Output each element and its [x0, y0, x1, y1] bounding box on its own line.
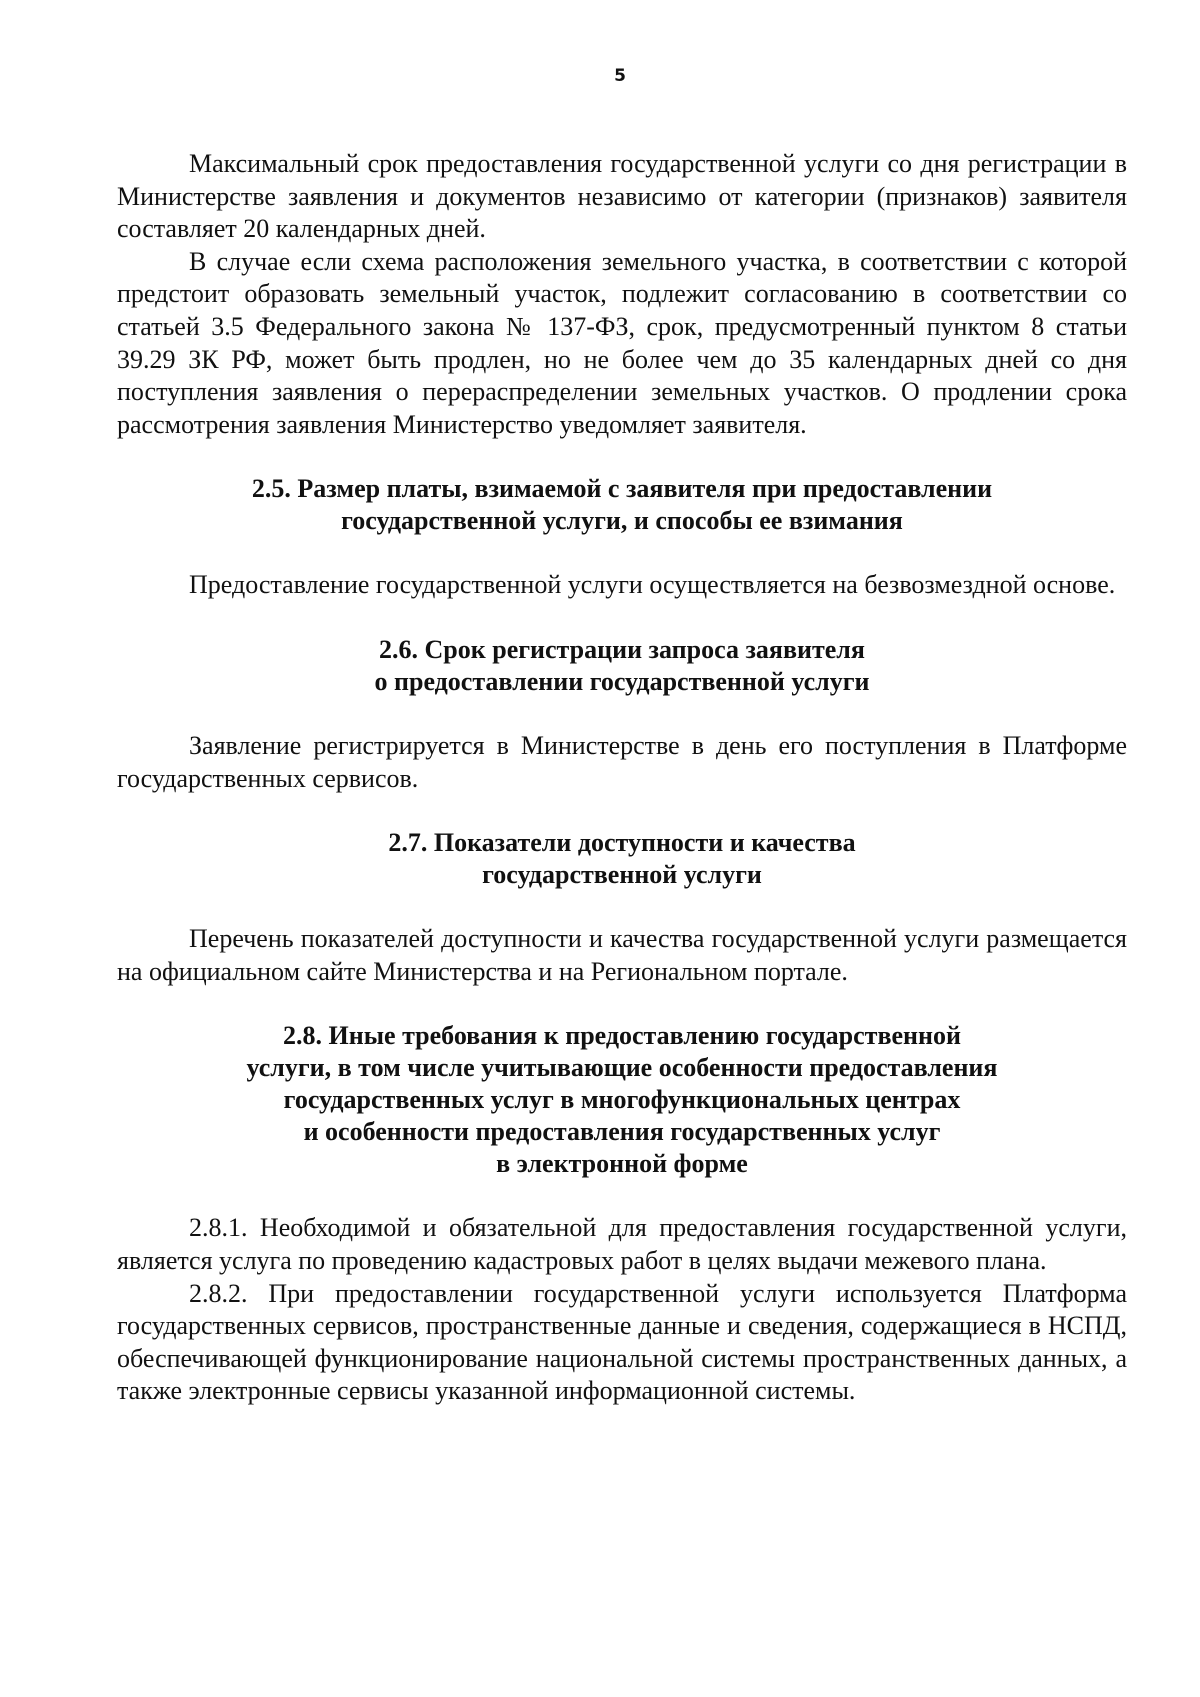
heading-line: государственных услуг в многофункциональных центрах: [283, 1085, 961, 1115]
heading-line: 2.5. Размер платы, взимаемой с заявителя при предоставлении: [251, 474, 993, 504]
heading-line: 2.7. Показатели доступности и качества: [388, 828, 856, 858]
page-number: 5: [614, 66, 626, 86]
section-heading-2-6: [117, 634, 1127, 698]
heading-line: и особенности предоставления государственных услуг: [303, 1117, 941, 1147]
intro-paragraph-max-term: Максимальный срок предоставления государственной услуги со дня регистрации в Министерстве заявления и документов независимо от категории (признаков) заявителя составляет 20 календарных дней.: [117, 149, 1127, 244]
intro-paragraph-extension: В случае если схема расположения земельного участка, в соответствии с которой предстоит образовать земельный участок, подлежит согласованию в соответствии со статьей 3.5 Федерального закона № 137-ФЗ, срок, предусмотренный пунктом 8 статьи 39.29 ЗК РФ, может быть продлен, но не более чем до 35 календарных дней со дня поступления заявления о перераспределении земельных участков. О продлении срока рассмотрения заявления Министерство уведомляет заявителя.: [117, 246, 1127, 439]
heading-line: в электронной форме: [496, 1149, 748, 1179]
heading-line: услуги, в том числе учитывающие особенности предоставления: [246, 1053, 998, 1083]
heading-line: государственной услуги: [482, 860, 762, 890]
section-2-7-paragraph: Перечень показателей доступности и качества государственной услуги размещается на официальном сайте Министерства и на Региональном портале.: [117, 924, 1127, 986]
heading-line: о предоставлении государственной услуги: [374, 666, 870, 696]
section-2-8-1-paragraph: 2.8.1. Необходимой и обязательной для предоставления государственной услуги, является услуга по проведению кадастровых работ в целях выдачи межевого плана.: [117, 1213, 1127, 1275]
heading-line: государственной услуги, и способы ее взимания: [341, 506, 903, 536]
document-body: [117, 148, 1127, 1408]
heading-line: 2.6. Срок регистрации запроса заявителя: [379, 634, 865, 664]
section-2-5-paragraph: Предоставление государственной услуги осуществляется на безвозмездной основе.: [189, 570, 1116, 600]
heading-line: 2.8. Иные требования к предоставлению государственной: [283, 1021, 961, 1051]
section-heading-2-7: [117, 827, 1127, 891]
section-heading-2-5: [117, 473, 1127, 537]
section-2-8-2-paragraph: 2.8.2. При предоставлении государственной услуги используется Платформа государственных сервисов, пространственные данные и сведения, содержащиеся в НСПД, обеспечивающей функционирование национальной системы пространственных данных, а также электронные сервисы указанной информационной системы.: [117, 1278, 1127, 1406]
section-heading-2-8: [117, 1020, 1127, 1180]
section-2-6-paragraph: Заявление регистрируется в Министерстве в день его поступления в Платформе государственных сервисов.: [117, 730, 1127, 793]
